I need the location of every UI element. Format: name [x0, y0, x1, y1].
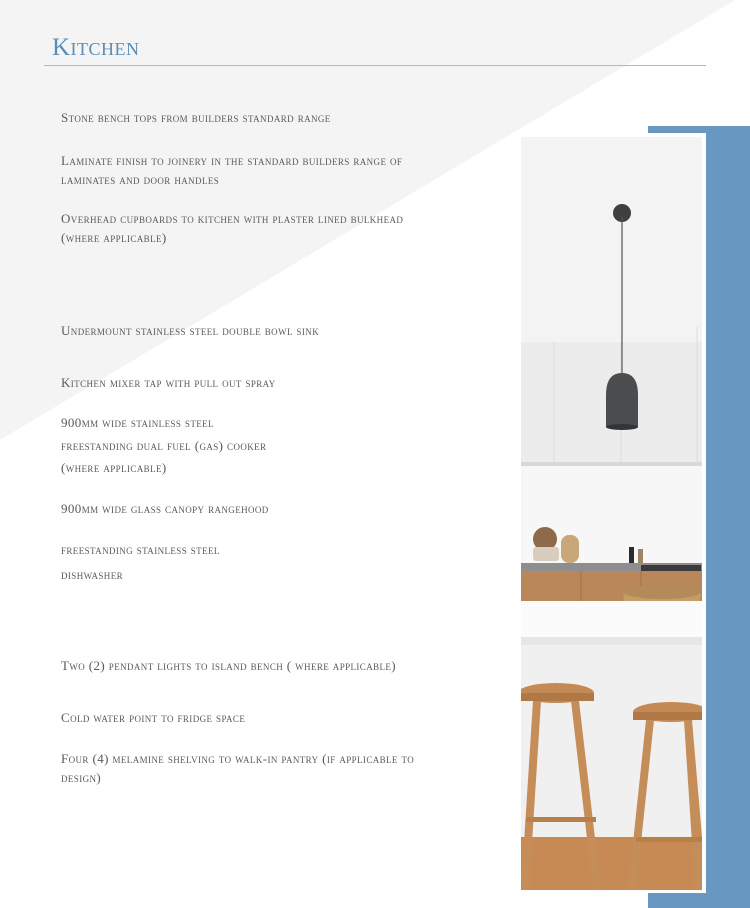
item-melamine-shelving: Four (4) melamine shelving to walk-in pantry (if applicable to design) [61, 751, 415, 785]
item-mixer-tap: Kitchen mixer tap with pull out spray [61, 375, 276, 390]
item-pendant-lights: Two (2) pendant lights to island bench ( where applicable) [61, 658, 397, 673]
item-overhead-cupboards: Overhead cupboards to kitchen with plaster lined bulkhead (where applicable) [61, 211, 404, 245]
kitchen-photo [521, 137, 702, 890]
item-undermount-sink: Undermount stainless steel double bowl sink [61, 323, 320, 338]
title-divider [44, 65, 706, 66]
item-cooker-line-3: (where applicable) [61, 460, 167, 475]
item-rangehood: 900mm wide glass canopy rangehood [61, 501, 269, 516]
item-cooker-line-1: 900mm wide stainless steel [61, 415, 214, 430]
item-laminate-finish: Laminate finish to joinery in the standard builders range of laminates and door handles [61, 153, 403, 187]
item-stone-bench-tops: Stone bench tops from builders standard range [61, 110, 331, 125]
item-dishwasher-line-2: dishwasher [61, 567, 124, 582]
item-dishwasher-line-1: freestanding stainless steel [61, 542, 220, 557]
item-cold-water-point: Cold water point to fridge space [61, 710, 246, 725]
page-title: Kitchen [52, 34, 140, 61]
item-cooker-line-2: freestanding dual fuel (gas) cooker [61, 438, 267, 453]
